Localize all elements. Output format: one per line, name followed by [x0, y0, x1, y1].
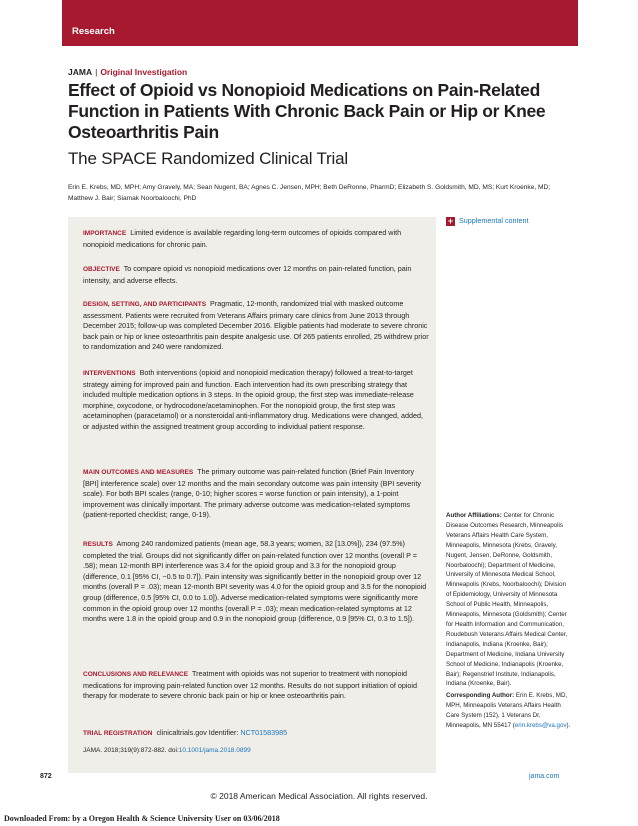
abstract-conclusions: [83, 669, 429, 702]
journal-line: [68, 67, 187, 77]
article-subtitle: The SPACE Randomized Clinical Trial: [68, 149, 348, 168]
email-link[interactable]: erin.krebs@va.gov: [514, 722, 567, 730]
journal-name: JAMA: [68, 67, 93, 77]
supplemental-content-label[interactable]: Supplemental content: [459, 216, 529, 225]
abstract-importance: [83, 228, 429, 250]
journal-separator: |: [95, 67, 98, 77]
conclusions-text: Treatment with opioids was not superior to treatment with nonopioid medications for improving pain-related function over 12 months. Results do not support initiation of opioid therapy for moderate to severe chronic back pain or hip or knee osteoarthritis pain.: [83, 669, 418, 701]
site-link[interactable]: jama.com: [529, 773, 560, 780]
registration-text: clinicaltrials.gov Identifier:: [156, 728, 241, 737]
outcomes-heading: MAIN OUTCOMES AND MEASURES: [83, 469, 194, 476]
affiliations-heading: Author Affiliations:: [446, 512, 502, 519]
section-tab: [62, 0, 578, 46]
abstract-registration: [83, 728, 429, 740]
outcomes-text: The primary outcome was pain-related function (Brief Pain Inventory [BPI] interference scale) over 12 months and the main secondary outcome was pain intensity (BPI severity scale). For both BPI scales (range, 0-10; higher scores = worse function or pain intensity), a 1-point improvement was clinically important. The primary adverse outcome was medication-related symptoms (patient-reported checklist; range, 0-19).: [83, 467, 421, 520]
results-text: Among 240 randomized patients (mean age, 58.3 years; women, 32 [13.0%]), 234 (97.5%) completed the trial. Groups did not significantly differ on pain-related function over 12 months (overall P = .58); mean 12-month BPI interference was 3.4 for the opioid group and 3.3 for the nonopioid group (difference, 0.1 [95% CI, −0.5 to 0.7]). Pain intensity was significantly better in the nonopioid group over 12 months (overall P = .03); mean 12-month BPI severity was 4.0 for the opioid group and 3.5 for the nonopioid group (difference, 0.5 [95% CI, 0.0 to 1.0]). Adverse medication-related symptoms were significantly more common in the opioid group over 12 months (overall P = .03); mean medication-related symptoms at 12 months were 1.8 in the opioid group and 0.9 in the nonopioid group (difference, 0.9 [95% CI, 0.3 to 1.5]).: [83, 539, 427, 624]
abstract-interventions: [83, 368, 429, 433]
conclusions-heading: CONCLUSIONS AND RELEVANCE: [83, 671, 189, 678]
interventions-heading: INTERVENTIONS: [83, 370, 136, 377]
article-type: Original Investigation: [100, 67, 188, 77]
supplemental-content-link[interactable]: [446, 216, 529, 226]
abstract-design: [83, 299, 429, 353]
author-affiliations: [446, 511, 572, 733]
copyright-notice: © 2018 American Medical Association. All rights reserved.: [210, 791, 428, 801]
page-number: 872: [40, 773, 52, 780]
section-tab-label: Research: [72, 26, 115, 37]
objective-heading: OBJECTIVE: [83, 266, 120, 273]
author-list: Erin E. Krebs, MD, MPH; Amy Gravely, MA; Sean Nugent, BA; Agnes C. Jensen, MPH; Beth DeRonne, PharmD; Elizabeth S. Goldsmith, MD, MS; Kurt Kroenke, MD; Matthew J. Bair; Siamak Noorbaloochi, PhD: [68, 184, 551, 202]
abstract-box: [68, 217, 436, 773]
objective-text: To compare opioid vs nonopioid medications over 12 months on pain-related function, pain intensity, and adverse effects.: [83, 264, 412, 285]
results-heading: RESULTS: [83, 541, 113, 548]
importance-heading: IMPORTANCE: [83, 230, 127, 237]
abstract-outcomes: [83, 467, 429, 521]
corresponding-end: ).: [566, 722, 571, 730]
importance-text: Limited evidence is available regarding long-term outcomes of opioids compared with nonopioid medications for chronic pain.: [83, 228, 402, 249]
affiliations-text: Center for Chronic Disease Outcomes Research, Minneapolis Veterans Affairs Health Care System, Minneapolis, Minnesota (Krebs, Gravely, Nugent, Jensen, DeRonne, Goldsmith, Noorbaloochi); Department of Medicine, University of Minnesota Medical School, Minneapolis (Krebs, Noorbaloochi); Division of Epidemiology, University of Minnesota School of Public Health, Minneapolis, Minneapolis, Minnesota (Goldsmith); Center for Health Information and Communication, Roudebush Veterans Affairs Medical Center, Indianapolis, Indiana (Kroenke, Bair); Department of Medicine, Indiana University School of Medicine, Indianapolis (Kroenke, Bair); Regenstrief Institute, Indianapolis, Indiana (Kroenke, Bair).: [446, 512, 568, 688]
article-title: Effect of Opioid vs Nonopioid Medications on Pain-Related Function in Patients With Chronic Back Pain or Hip or Knee Osteoarthritis Pain: [68, 80, 546, 142]
registration-heading: TRIAL REGISTRATION: [83, 730, 153, 737]
design-text: Pragmatic, 12-month, randomized trial with masked outcome assessment. Patients were recruited from Veterans Affairs primary care clinics from June 2013 through December 2015; follow-up was completed December 2016. Eligible patients had moderate to severe chronic back pain or hip or knee osteoarthritis pain despite analgesic use. Of 265 patients enrolled, 25 withdrew prior to randomization and 240 were randomized.: [83, 299, 429, 352]
plus-icon: +: [447, 216, 454, 226]
corresponding-text: Erin E. Krebs, MD, MPH, Minneapolis Veterans Affairs Health Care System (152), 1 Veterans Dr, Minneapolis, MN 55417 (: [446, 692, 568, 730]
abstract-objective: [83, 264, 429, 286]
trial-id-link[interactable]: NCT01583985: [240, 728, 288, 737]
design-heading: DESIGN, SETTING, AND PARTICIPANTS: [83, 301, 207, 308]
citation-text: JAMA. 2018;319(9):872-882. doi:: [83, 747, 179, 754]
abstract-results: [83, 539, 429, 625]
interventions-text: Both interventions (opioid and nonopioid medication therapy) followed a treat-to-target strategy aiming for improved pain and function. Each intervention had its own prescribing strategy that included multiple medication options in 3 steps. In the opioid group, the first step was immediate-release morphine, oxycodone, or hydrocodone/acetaminophen. For the nonopioid group, the first step was acetaminophen (paracetamol) or a nonsteroidal anti-inflammatory drug. Medications were changed, added, or adjusted within the assigned treatment group according to individual patient response.: [83, 368, 423, 431]
doi-link[interactable]: 10.1001/jama.2018.0899: [178, 747, 251, 754]
download-stamp: Downloaded From: by a Oregon Health & Science University User on 03/06/2018: [4, 814, 280, 823]
corresponding-heading: Corresponding Author:: [446, 692, 515, 700]
abstract-citation: [83, 746, 429, 757]
